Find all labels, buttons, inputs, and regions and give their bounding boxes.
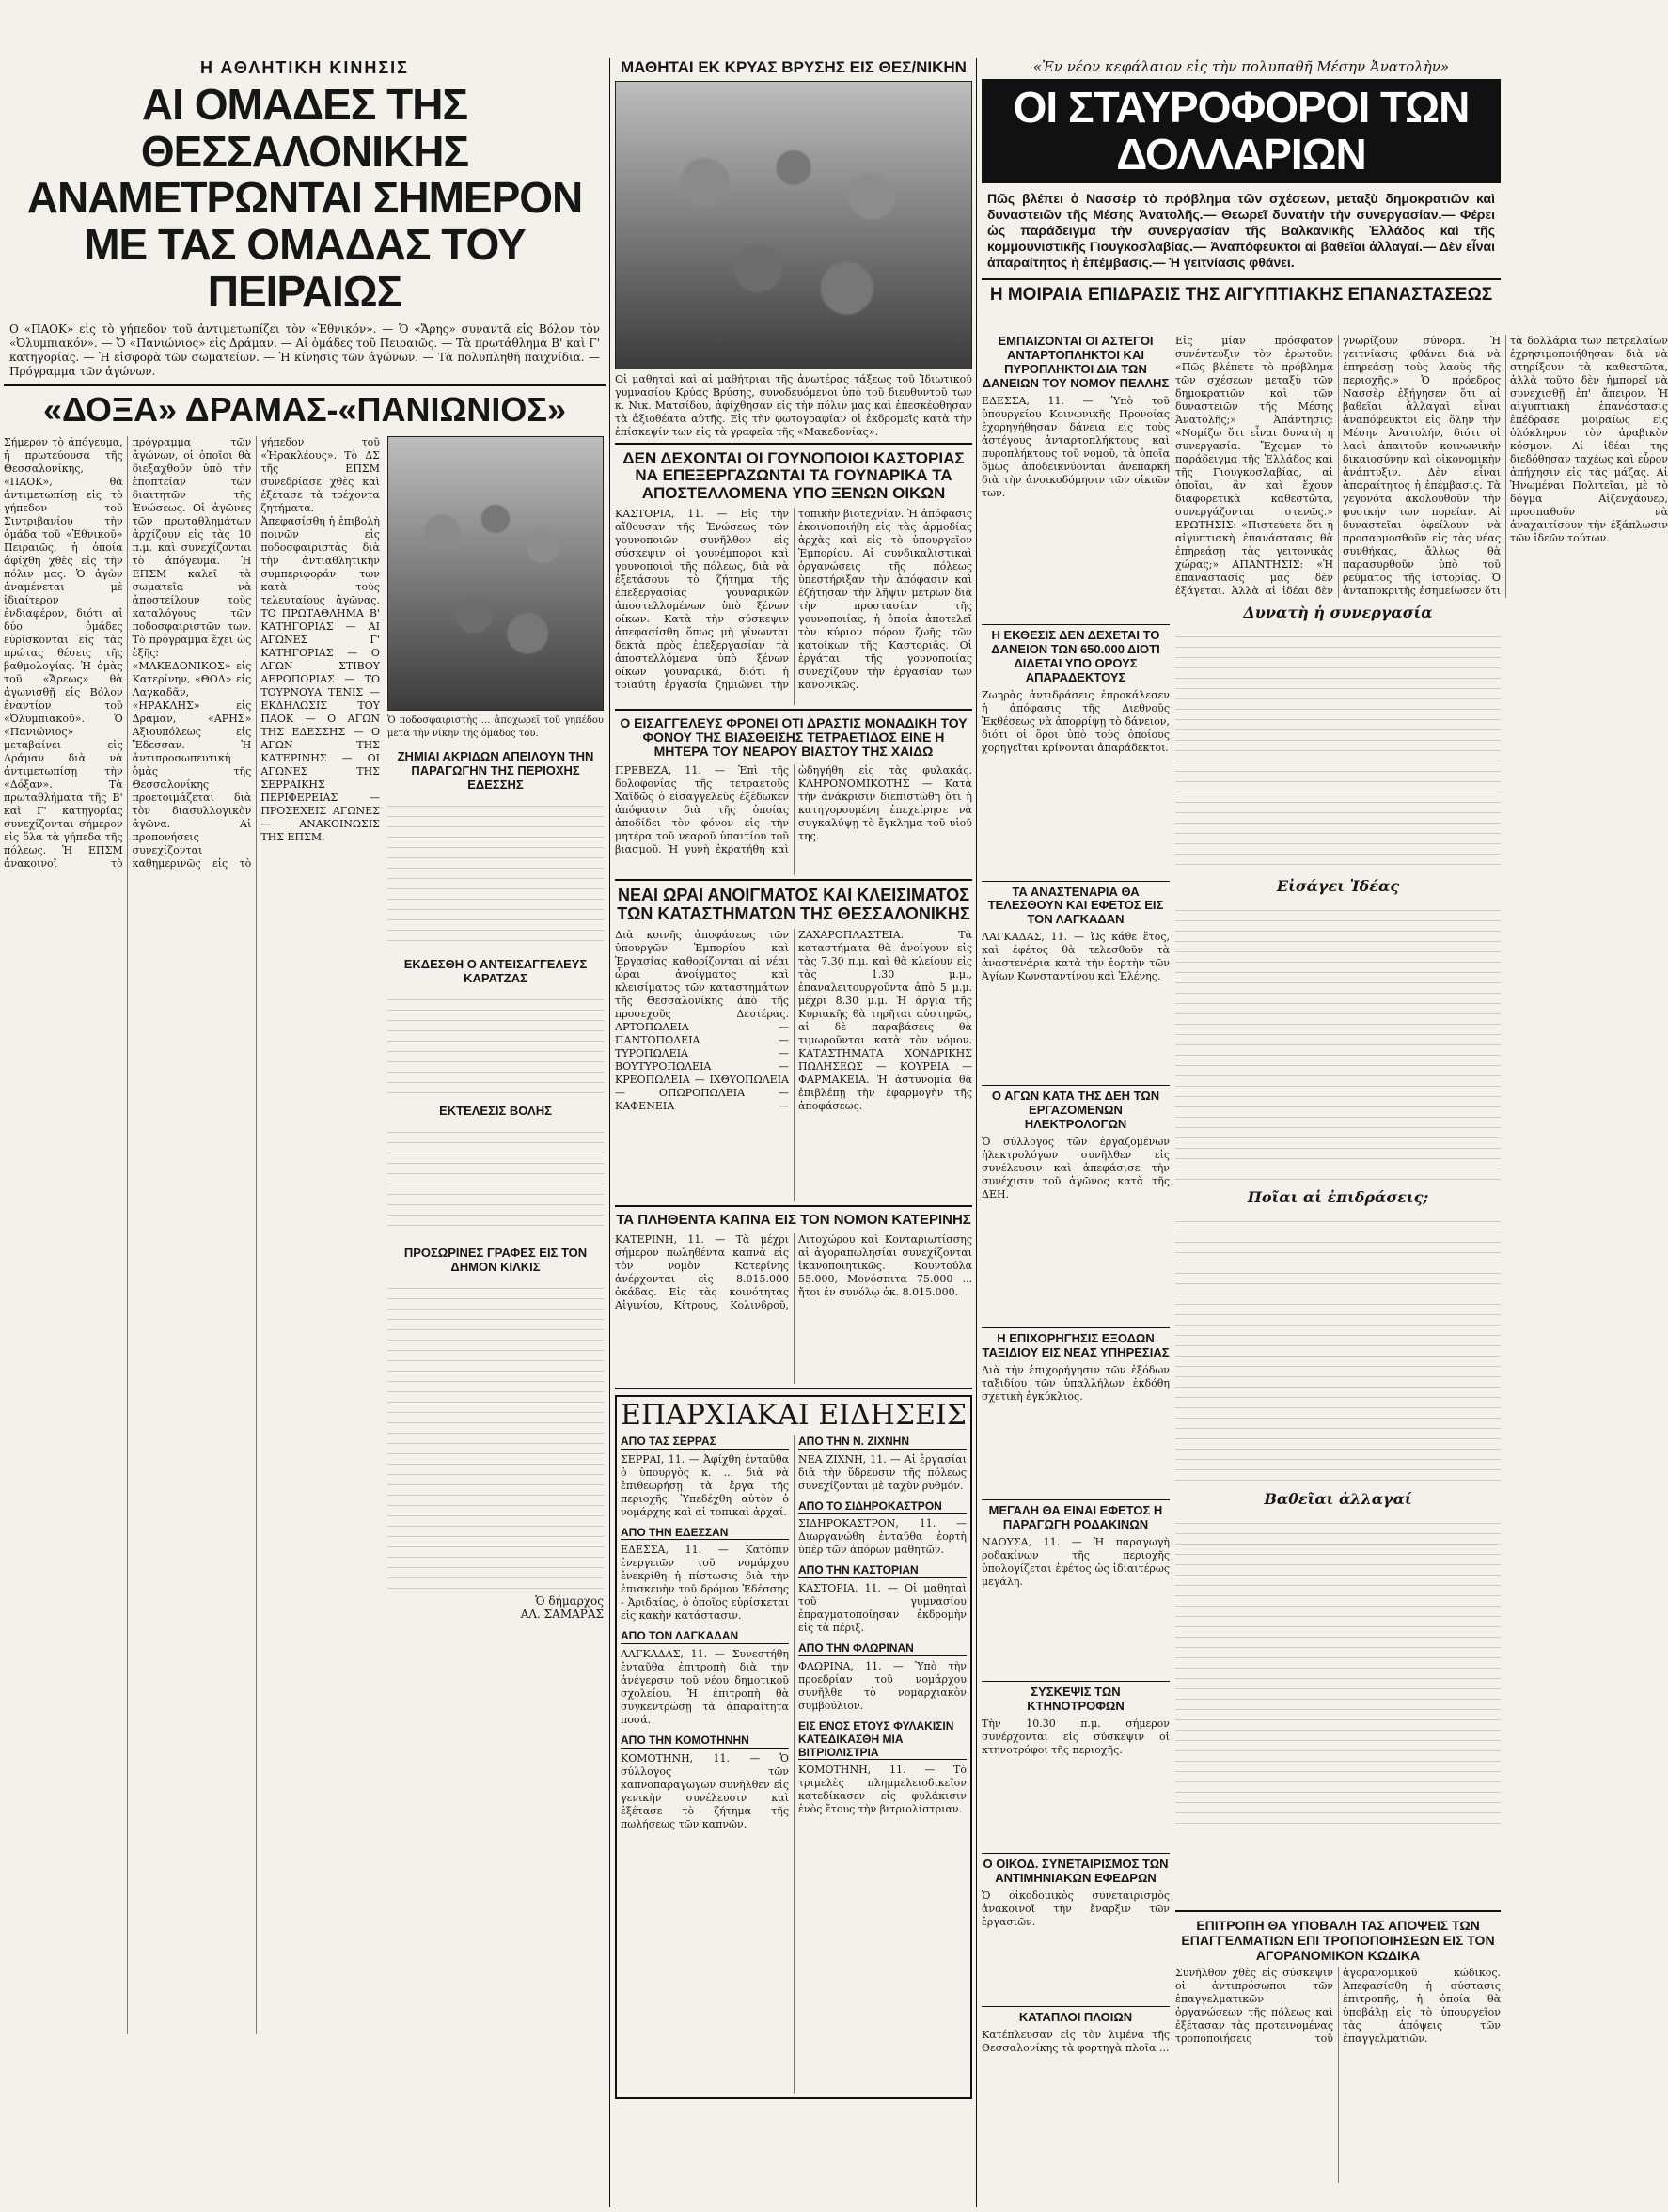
provincial-item — [621, 1527, 789, 1624]
news-strip — [982, 335, 1170, 2205]
dollars-kicker: «Ἐν νέον κεφάλαιον εἰς τὴν πολυπαθῆ Μέσην Ἀνατολὴν» — [1032, 58, 1450, 75]
mid-divider-1 — [982, 624, 1170, 625]
students-divider — [615, 443, 972, 445]
dollars-section-1: Δυνατὴ ἡ συνεργασία — [1243, 604, 1433, 621]
sports-section — [4, 58, 606, 2207]
provincial-item — [798, 1720, 967, 1816]
prosecutor-headline: Ο ΕΙΣΑΓΓΕΛΕΥΣ ΦΡΟΝΕΙ ΟΤΙ ΔΡΑΣΤΙΣ ΜΟΝΑΔΙΚΗ ΤΟΥ ΦΟΝΟΥ ΤΗΣ ΒΙΑΣΘΕΙΣΗΣ ΤΕΤΡΑΕΤΙΔΟΣ ΕΙΝΕ Η ΜΗΤΕΡΑ ΤΟΥ ΝΕΑΡΟΥ ΒΙΑΣΤΟΥ ΤΗΣ ΧΑΙΔΩ — [620, 715, 968, 760]
mid-divider-3 — [982, 1085, 1170, 1086]
mid-headline-5: Η ΕΠΙΧΟΡΗΓΗΣΙΣ ΕΞΟΔΩΝ ΤΑΞΙΔΙΟΥ ΕΙΣ ΝΕΑΣ ΥΠΗΡΕΣΙΑΣ — [982, 1331, 1170, 1360]
provincial-item-text: ΚΟΜΟΤΗΝΗ, 11. — Τὸ τριμελὲς πλημμελειοδικεῖον κατεδίκασεν εἰς φυλάκισιν ἑνὸς ἔτους τὴν βιτριολίστριαν. — [798, 1764, 967, 1816]
prosecutor-divider — [615, 879, 972, 881]
mid-body-5: Διὰ τὴν ἐπιχορήγησιν τῶν ἐξόδων ταξιδίου τῶν ὑπαλλήλων ἐκδόθη σχετικὴ ἐγκύκλιος. — [982, 1364, 1170, 1403]
dollars-section-4: Βαθεῖαι ἀλλαγαί — [1264, 1490, 1412, 1508]
dollars-filler-4 — [1175, 1514, 1501, 1824]
provincial-item — [798, 1500, 967, 1558]
katerini-divider — [615, 1388, 972, 1389]
provincial-item-title: ΕΙΣ ΕΝΟΣ ΕΤΟΥΣ ΦΥΛΑΚΙΣΙΝ ΚΑΤΕΔΙΚΑΣΘΗ ΜΙΑ ΒΙΤΡΙΟΛΙΣΤΡΙΑ — [798, 1720, 967, 1760]
provincial-item — [798, 1435, 967, 1493]
dollars-deck: Πῶς βλέπει ὁ Νασσὲρ τὸ πρόβλημα τῶν σχέσεων, μεταξὺ δημοκρατιῶν καὶ δυναστειῶν τῆς Μέσης Ἀνατολῆς.— Θεωρεῖ δυνατὴν τὴν συνεργασίαν.— Φέρει ὡς παράδειγμα τὴν συνεργασίαν τῆς Βαλκανικῆς Ἑλλάδος καὶ τῆς κομμουνιστικῆς Γιουγκοσλαβίας.— Ἀναπόφευκτοι αἱ βαθεῖαι ἀλλαγαί.— Δὲν εἶναι ἀπαραίτητος ἡ ἐπέμβασις.— Ἡ γειτνίασις φθάνει. — [987, 191, 1495, 271]
provincial-item-title: ΑΠΟ ΤΟΝ ΛΑΓΚΑΔΑΝ — [621, 1630, 789, 1644]
mid-body-3: ΛΑΓΚΑΔΑΣ, 11. — Ὡς κάθε ἔτος, καὶ ἐφέτος θὰ τελεσθοῦν τὰ ἀναστενάρια κατὰ τὴν ἑορτὴν τῶν Ἁγίων Κωνσταντίνου καὶ Ἑλένης. — [982, 931, 1170, 983]
provincial-item-text: ΝΕΑ ΖΙΧΝΗ, 11. — Αἱ ἐργασίαι διὰ τὴν ὕδρευσιν τῆς πόλεως συνεχίζονται μὲ ταχὺν ρυθμόν. — [798, 1452, 967, 1492]
dollars-filler-2 — [1175, 901, 1501, 1183]
mid-body-7: Τὴν 10.30 π.μ. σήμερον συνέρχονται εἰς σύσκεψιν οἱ κτηνοτρόφοι τῆς περιοχῆς. — [982, 1717, 1170, 1756]
provincial-item-title: ΑΠΟ ΤΟ ΣΙΔΗΡΟΚΑΣΤΡΟΝ — [798, 1500, 967, 1514]
mid-headline-9: ΚΑΤΑΠΛΟΙ ΠΛΟΙΩΝ — [1018, 2009, 1133, 2024]
hours-body: Διὰ κοινῆς ἀποφάσεως τῶν ὑπουργῶν Ἐμπορίου καὶ Ἐργασίας καθορίζονται αἱ νέαι ὧραι ἀνοίγματος καὶ κλεισίματος τῶν καταστημάτων τῆς Θεσσαλονίκης ἀπὸ τῆς προσεχοῦς Δευτέρας. ΑΡΤΟΠΩΛΕΙΑ — ΠΑΝΤΟΠΩΛΕΙΑ — ΤΥΡΟΠΩΛΕΙΑ — ΒΟΥΤΥΡΟΠΩΛΕΙΑ — ΚΡΕΟΠΩΛΕΙΑ — ΙΧΘΥΟΠΩΛΕΙΑ — ΟΠΩΡΟΠΩΛΕΙΑ — ΚΑΦΕΝΕΙΑ — ΖΑΧΑΡΟΠΛΑΣΤΕΙΑ. Τὰ καταστήματα θὰ ἀνοίγουν εἰς τὰς 7.30 π.μ. καὶ θὰ κλείουν εἰς τὰς 1.30 μ.μ., ἐπαναλειτουργοῦντα ἀπὸ 5 μ.μ. μέχρι 8.30 μ.μ. Ἡ ἀργία τῆς Κυριακῆς θὰ τηρῆται αὐστηρῶς, αἱ δὲ παραβάσεις θὰ τιμωροῦνται κατὰ τὸν νόμον. ΚΑΤΑΣΤΗΜΑΤΑ ΧΟΝΔΡΙΚΗΣ ΠΩΛΗΣΕΩΣ — ΚΟΥΡΕΙΑ — ΦΑΡΜΑΚΕΙΑ. Ἡ ἀστυνομία θὰ ἐπιβλέπῃ τὴν ἐφαρμογὴν τῆς ἀποφάσεως. — [615, 929, 972, 1113]
mid-headline-7: ΣΥΣΚΕΨΙΣ ΤΩΝ ΚΤΗΝΟΤΡΟΦΩΝ — [1027, 1684, 1125, 1713]
provincial-item-text: ΛΑΓΚΑΔΑΣ, 11. — Συνεστήθη ἐνταῦθα ἐπιτροπὴ διὰ τὴν ἀνέγερσιν τοῦ νέου δημοτικοῦ σχολείου. Ἡ ἐπιτροπὴ θὰ συγκεντρώσῃ τὰ ἀπαραίτητα ποσά. — [621, 1648, 789, 1727]
mid-divider-8 — [982, 2006, 1170, 2007]
mid-body-4: Ὁ σύλλογος τῶν ἐργαζομένων ἠλεκτρολόγων συνῆλθεν εἰς συνέλευσιν καὶ ἀπεφάσισε τὴν συνέχισιν τοῦ ἀγῶνος κατὰ τῆς ΔΕΗ. — [982, 1136, 1170, 1201]
mid-divider-7 — [982, 1853, 1170, 1854]
dollars-article — [1175, 335, 1668, 1905]
mid-headline-4: Ο ΑΓΩΝ ΚΑΤΑ ΤΗΣ ΔΕΗ ΤΩΝ ΕΡΓΑΖΟΜΕΝΩΝ ΗΛΕΚΤΡΟΛΟΓΩΝ — [991, 1089, 1160, 1132]
mid-headline-8: Ο ΟΙΚΟΔ. ΣΥΝΕΤΑΙΡΙΣΜΟΣ ΤΩΝ ΑΝΤΙΜΗΝΙΑΚΩΝ ΕΦΕΔΡΩΝ — [983, 1856, 1169, 1885]
provincial-item-title: ΑΠΟ ΤΗΝ ΚΑΣΤΟΡΙΑΝ — [798, 1564, 967, 1578]
provincial-box — [615, 1395, 972, 2098]
column-rule-1 — [609, 58, 610, 2207]
side-firing-text — [387, 1122, 604, 1235]
kastoria-divider — [615, 709, 972, 711]
provincial-item — [798, 1642, 967, 1713]
students-photo — [615, 81, 972, 369]
sports-divider — [4, 384, 606, 386]
signature: Ὁ δήμαρχος ΑΛ. ΣΑΜΑΡΑΣ — [520, 1593, 604, 1621]
dollars-section-2: Εἰσάγει Ἰδέας — [1276, 877, 1400, 895]
provincial-item-title: ΑΠΟ ΤΗΝ ΕΔΕΣΣΑΝ — [621, 1527, 789, 1541]
provincial-item-title: ΑΠΟ ΤΗΝ ΦΛΩΡΙΝΑΝ — [798, 1642, 967, 1656]
provincial-item — [621, 1435, 789, 1519]
sports-kicker: Η ΑΘΛΗΤΙΚΗ ΚΙΝΗΣΙΣ — [200, 58, 409, 77]
students-photo-title: ΜΑΘΗΤΑΙ ΕΚ ΚΡΥΑΣ ΒΡΥΣΗΣ ΕΙΣ ΘΕΣ/ΝΙΚΗΝ — [621, 58, 967, 76]
column-rule-2 — [976, 58, 977, 2207]
provincial-item-text: ΣΕΡΡΑΙ, 11. — Ἀφίχθη ἐνταῦθα ὁ ὑπουργὸς κ. ... διὰ νὰ ἐπιθεωρήσῃ τὰ ἔργα τῆς περιοχῆς. Ὑπεδέχθη αὐτὸν ὁ νομάρχης καὶ αἱ τοπικαὶ ἀρχαί. — [621, 1452, 789, 1518]
provincial-item — [621, 1734, 789, 1831]
dollars-filler-1 — [1175, 627, 1501, 871]
kastoria-body: ΚΑΣΤΟΡΙΑ, 11. — Εἰς τὴν αἴθουσαν τῆς Ἑνώσεως τῶν γουνοποιῶν συνῆλθον εἰς σύσκεψιν οἱ γουνέμποροι καὶ γουνοποιοὶ τῆς πόλεως, διὰ νὰ ἐξετάσουν τὸ ζήτημα τῆς ἐπεξεργασίας γουναρικῶν ἀποστελλομένων ὑπὸ ξένων οἴκων. Κατὰ τὴν σύσκεψιν ἀπεφασίσθη ὅπως μὴ γίνωνται δεκτὰ πρὸς ἐπεξεργασίαν τὰ ἀποστελλόμενα ὑπὸ ξένων οἴκων γουναρικά, διότι ἡ τοιαύτη ἐργασία ζημιώνει τὴν τοπικὴν βιοτεχνίαν. Ἡ ἀπόφασις ἐκοινοποιήθη εἰς τὰς ἁρμοδίας ἀρχὰς καὶ εἰς τὸ ὑπουργεῖον Ἐμπορίου. Αἱ συνδικαλιστικαὶ ὀργανώσεις τῆς πόλεως ὑπεστήριξαν τὴν ἀπόφασιν καὶ ἐζήτησαν τὴν λῆψιν μέτρων διὰ τὴν προστασίαν τῆς γουνοποιίας, ἡ ὁποία ἀποτελεῖ τὸν κύριον πόρον ζωῆς τῶν κατοίκων τῆς Καστοριᾶς. Οἱ ἐργάται τῆς γουνοποιίας συνεχίζουν τὴν ἐργασίαν των κανονικῶς. — [615, 508, 972, 692]
dollars-subhead: Η ΜΟΙΡΑΙΑ ΕΠΙΔΡΑΣΙΣ ΤΗΣ ΑΙΓΥΠΤΙΑΚΗΣ ΕΠΑΝΑΣΤΑΣΕΩΣ — [989, 285, 1493, 306]
kastoria-headline: ΔΕΝ ΔΕΧΟΝΤΑΙ ΟΙ ΓΟΥΝΟΠΟΙΟΙ ΚΑΣΤΟΡΙΑΣ ΝΑ ΕΠΕΞΕΡΓΑΖΩΝΤΑΙ ΤΑ ΓΟΥΝΑΡΙΚΑ ΤΑ ΑΠΟΣΤΕΛΛΟΜΕΝΑ ΥΠΟ ΞΕΝΩΝ ΟΙΚΩΝ — [622, 449, 965, 502]
mid-headline-2: Η ΕΚΘΕΣΙΣ ΔΕΝ ΔΕΧΕΤΑΙ ΤΟ ΔΑΝΕΙΟΝ ΤΩΝ 650.000 ΔΙΟΤΙ ΔΙΔΕΤΑΙ ΥΠΟ ΟΡΟΥΣ ΑΠΑΡΑΔΕΚΤΟΥΣ — [991, 627, 1160, 684]
dollars-top — [982, 58, 1501, 331]
mid-body-6: ΝΑΟΥΣΑ, 11. — Ἡ παραγωγὴ ροδακίνων τῆς περιοχῆς ὑπολογίζεται ἐφέτος ὡς ἰδιαιτέρως μεγάλη. — [982, 1535, 1170, 1588]
mid-divider-5 — [982, 1499, 1170, 1500]
mid-body-8: Ὁ οἰκοδομικὸς συνεταιρισμὸς ἀνακοινοῖ τὴν ἔναρξιν τῶν ἐργασιῶν. — [982, 1889, 1170, 1928]
sports-body-text: Σήμερον τὸ ἀπόγευμα, ἡ πρωτεύουσα τῆς Θεσσαλονίκης, «ΠΑΟΚ», θὰ ἀντιμετωπίσῃ εἰς τὸ γήπεδον τοῦ Σιντριβανίου τὴν ὁμάδα τοῦ «Ἐθνικοῦ» Πειραιῶς, ἡ ὁποία ἀφίχθη χθὲς εἰς τὴν πόλιν μας. Ὁ ἀγὼν ἀναμένεται μὲ ἰδιαίτερον ἐνδιαφέρον, διότι αἱ δύο ὁμάδες εὑρίσκονται εἰς τὰς πρώτας θέσεις τῆς βαθμολογίας. Ἡ ὁμὰς τοῦ «Ἄρεως» θὰ ἀγωνισθῇ εἰς Βόλον ἐναντίον τοῦ «Ὀλυμπιακοῦ». Ὁ «Πανιώνιος» μεταβαίνει εἰς Δράμαν διὰ νὰ ἀντιμετωπίσῃ τὴν «Δόξαν». Τὰ πρωταθλήματα τῆς Β' καὶ Γ' κατηγορίας συνεχίζονται σήμερον εἰς ὅλα τὰ γήπεδα τῆς πόλεως. Ἡ ΕΠΣΜ ἀνακοινοῖ τὸ πρόγραμμα τῶν ἀγώνων, οἱ ὁποῖοι θὰ διεξαχθοῦν ὑπὸ τὴν ἐποπτείαν τῶν διαιτητῶν τῆς Ἐνώσεως. Οἱ ἀγῶνες τῶν πρωταθλημάτων ἀρχίζουν εἰς τὰς 10 π.μ. καὶ συνεχίζονται τὸ ἀπόγευμα. Ἡ ΕΠΣΜ καλεῖ τὰ σωματεῖα νὰ ἀποστείλουν τοὺς καταλόγους τῶν ποδοσφαιριστῶν των. Τὸ πρόγραμμα ἔχει ὡς ἑξῆς: «ΜΑΚΕΔΟΝΙΚΟΣ» εἰς Κατερίνην, «ΘΟΔ» εἰς Λαγκαδᾶν, «ΗΡΑΚΛΗΣ» εἰς Δράμαν, «ΑΡΗΣ» Αξιουπόλεως εἰς Ἔδεσσαν. Ἡ ἀντιπροσωπευτικὴ ὁμὰς τῆς Θεσσαλονίκης προετοιμάζεται διὰ τὸν διασυλλογικὸν ἀγῶνα. Αἱ προπονήσεις συνεχίζονται καθημερινῶς εἰς τὸ γήπεδον τοῦ «Ἡρακλέους». Τὸ ΔΣ τῆς ΕΠΣΜ συνεδρίασε χθὲς καὶ ἐξέτασε τὰ τρέχοντα ζητήματα. Ἀπεφασίσθη ἡ ἐπιβολὴ ποινῶν εἰς ποδοσφαιριστὰς διὰ τὴν ἀντιαθλητικὴν συμπεριφοράν των κατὰ τοὺς τελευταίους ἀγῶνας. ΤΟ ΠΡΩΤΑΘΛΗΜΑ Β' ΚΑΤΗΓΟΡΙΑΣ — ΑΙ ΑΓΩΝΕΣ Γ' ΚΑΤΗΓΟΡΙΑΣ — Ο ΑΓΩΝ ΣΤΙΒΟΥ ΑΕΡΟΠΟΡΙΑΣ — ΤΟ ΤΟΥΡΝΟΥΑ ΤΕΝΙΣ — ΕΚΔΗΛΩΣΙΣ ΤΟΥ ΠΑΟΚ — Ο ΑΓΩΝ ΤΗΣ ΕΔΕΣΣΗΣ — Ο ΑΓΩΝ ΤΗΣ ΚΑΤΕΡΙΝΗΣ — ΟΙ ΑΓΩΝΕΣ ΤΗΣ ΣΕΡΡΑΙΚΗΣ ΠΕΡΙΦΕΡΕΙΑΣ — ΠΡΟΣΕΧΕΙΣ ΑΓΩΝΕΣ — ΑΝΑΚΟΙΝΩΣΙΣ ΤΗΣ ΕΠΣΜ. — [4, 436, 380, 871]
katerini-headline: ΤΑ ΠΛΗΘΕΝΤΑ ΚΑΠΝΑ ΕΙΣ ΤΟΝ ΝΟΜΟΝ ΚΑΤΕΡΙΝΗΣ — [616, 1212, 971, 1229]
mid-headline-3: ΤΑ ΑΝΑΣΤΕΝΑΡΙΑ ΘΑ ΤΕΛΕΣΘΟΥΝ ΚΑΙ ΕΦΕΤΟΣ ΕΙΣ ΤΟΝ ΛΑΓΚΑΔΑΝ — [987, 884, 1164, 927]
side-headline-prosecutor: ΕΚΔΕΣΘΗ Ο ΑΝΤΕΙΣΑΓΓΕΛΕΥΣ ΚΑΡΑΤΖΑΣ — [403, 957, 588, 985]
middle-section — [615, 58, 972, 2207]
market-code-box — [1175, 1910, 1501, 2205]
sports-photo — [387, 436, 604, 711]
mid-body-1: ΕΔΕΣΣΑ, 11. — Ὑπὸ τοῦ ὑπουργείου Κοινωνικῆς Προνοίας ἐχορηγήθησαν δάνεια εἰς τοὺς ἀστέγους ἀνταρτοπλήκτους καὶ πυροπλήκτους τοῦ νομοῦ, τὰ ὁποῖα ὅμως ἀποδεικνύονται ἀνεπαρκῆ διὰ τὴν ἀνοικοδόμησιν τῶν οἰκιῶν των. — [982, 394, 1170, 499]
side-locusts-text — [387, 796, 604, 947]
dollars-headline-bar — [982, 79, 1501, 183]
hours-headline: ΝΕΑΙ ΩΡΑΙ ΑΝΟΙΓΜΑΤΟΣ ΚΑΙ ΚΛΕΙΣΙΜΑΤΟΣ ΤΩΝ ΚΑΤΑΣΤΗΜΑΤΩΝ ΤΗΣ ΘΕΣΣΑΛΟΝΙΚΗΣ — [617, 886, 970, 923]
provincial-item — [798, 1564, 967, 1635]
provincial-item-text: ΕΔΕΣΣΑ, 11. — Κατόπιν ἐνεργειῶν τοῦ νομάρχου ἐνεκρίθη ἡ πίστωσις διὰ τὴν ἐπισκευὴν τοῦ δρόμου Ἐδέσσης - Ἀριδαίας, ὁ ὁποῖος εὑρίσκεται εἰς κακὴν κατάστασιν. — [621, 1544, 789, 1623]
sports-photo-caption: Ὁ ποδοσφαιριστὴς ... ἀποχωρεῖ τοῦ γηπέδου μετὰ τὴν νίκην τῆς ὁμάδος του. — [387, 715, 604, 740]
sports-intro: Ο «ΠΑΟΚ» εἰς τὸ γήπεδον τοῦ ἀντιμετωπίζει τὸν «Ἐθνικόν». — Ὁ «Ἄρης» συναντᾶ εἰς Βόλον τὸν «Ὀλυμπιακόν». — Ὁ «Πανιώνιος» εἰς Δράμαν. — Αἱ ὁμάδες τοῦ Πειραιῶς. — Τὰ πρωτάθλημα Β' καὶ Γ' κατηγορίας. — Ἡ εἰσφορὰ τῶν σωματείων. — Ἡ κίνησις τῶν ἀγώνων. — Τὰ πολυπληθῆ παιχνίδια. — Πρόγραμμα τῶν ἀγώνων. — [9, 322, 600, 379]
provincial-item-text: ΣΙΔΗΡΟΚΑΣΤΡΟΝ, 11. — Διωργανώθη ἐνταῦθα ἑορτὴ ὑπὲρ τῶν ἀπόρων μαθητῶν. — [798, 1517, 967, 1557]
market-code-headline: ΕΠΙΤΡΟΠΗ ΘΑ ΥΠΟΒΑΛΗ ΤΑΣ ΑΠΟΨΕΙΣ ΤΩΝ ΕΠΑΓΓΕΛΜΑΤΙΩΝ ΕΠΙ ΤΡΟΠΟΠΟΙΗΣΕΩΝ ΕΙΣ ΤΟΝ ΑΓΟΡΑΝΟΜΙΚΟΝ ΚΩΔΙΚΑ — [1181, 1918, 1495, 1964]
sports-sidebar — [387, 436, 604, 2034]
sports-headline: ΑΙ ΟΜΑΔΕΣ ΤΗΣ ΘΕΣΣΑΛΟΝΙΚΗΣ ΑΝΑΜΕΤΡΩΝΤΑΙ ΣΗΜΕΡΟΝ ΜΕ ΤΑΣ ΟΜΑΔΑΣ ΤΟΥ ΠΕΙΡΑΙΩΣ — [26, 80, 583, 316]
dollars-headline: ΟΙ ΣΤΑΥΡΟΦΟΡΟΙ ΤΩΝ ΔΟΛΛΑΡΙΩΝ — [1013, 83, 1470, 179]
provincial-headline: ΕΠΑΡΧΙΑΚΑΙ ΕΙΔΗΣΕΙΣ — [621, 1399, 967, 1433]
mid-headline-1: ΕΜΠΑΙΖΟΝΤΑΙ ΟΙ ΑΣΤΕΓΟΙ ΑΝΤΑΡΤΟΠΛΗΚΤΟΙ ΚΑΙ ΠΥΡΟΠΛΗΚΤΟΙ ΔΙΑ ΤΩΝ ΔΑΝΕΙΩΝ ΤΟΥ ΝΟΜΟΥ ΠΕΛΛΗΣ — [982, 334, 1170, 390]
mid-headline-6: ΜΕΓΑΛΗ ΘΑ ΕΙΝΑΙ ΕΦΕΤΟΣ Η ΠΑΡΑΓΩΓΗ ΡΟΔΑΚΙΝΩΝ — [988, 1503, 1163, 1531]
provincial-item-title: ΑΠΟ ΤΗΝ ΚΟΜΟΤΗΝΗΝ — [621, 1734, 789, 1749]
market-code-body: Συνῆλθον χθὲς εἰς σύσκεψιν οἱ ἀντιπρόσωποι τῶν ἐπαγγελματικῶν ὀργανώσεων τῆς πόλεως καὶ ἐξέτασαν τὰς προτεινομένας τροποποιήσεις τοῦ ἀγορανομικοῦ κώδικος. Ἀπεφασίσθη ἡ σύστασις ἐπιτροπῆς, ἡ ὁποία θὰ ὑποβάλῃ εἰς τὸ ὑπουργεῖον τὰς ἀπόψεις τῶν ἐπαγγελματιῶν. — [1175, 1967, 1501, 2046]
mid-body-2: Ζωηρὰς ἀντιδράσεις ἐπροκάλεσεν ἡ ἀπόφασις τῆς Διεθνοῦς Ἐκθέσεως νὰ ἀπορρίψῃ τὸ δάνειον, διότι οἱ ὅροι ὑπὸ τοὺς ὁποίους χορηγεῖται κρίνονται ἀπαράδεκτοι. — [982, 688, 1170, 754]
side-headline-kilkis: ΠΡΟΣΩΡΙΝΕΣ ΓΡΑΦΕΣ ΕΙΣ ΤΟΝ ΔΗΜΟΝ ΚΙΛΚΙΣ — [403, 1245, 588, 1274]
side-headline-locusts: ΖΗΜΙΑΙ ΑΚΡΙΔΩΝ ΑΠΕΙΛΟΥΝ ΤΗΝ ΠΑΡΑΓΩΓΗΝ ΤΗΣ ΠΕΡΙΟΧΗΣ ΕΔΕΣΣΗΣ — [397, 749, 594, 792]
dollars-section-3: Ποῖαι αἱ ἐπιδράσεις; — [1247, 1188, 1429, 1206]
side-kilkis-text — [387, 1279, 604, 1589]
mid-divider-6 — [982, 1681, 1170, 1682]
mid-divider-4 — [982, 1327, 1170, 1328]
mid-divider-2 — [982, 881, 1170, 882]
dollars-body-1: Εἰς μίαν πρόσφατον συνέντευξιν τὸν ἐρωτοῦν: «Πῶς βλέπετε τὸ πρόβλημα τῶν σχέσεων μεταξὺ τῶν δημοκρατιῶν καὶ τῶν δυναστειῶν τῆς Μέσης Ἀνατολῆς;» Ἀπάντησις: «Νομίζω ὅτι εἶναι δυνατὴ ἡ συνεργασία. Ἔχομεν τὸ παράδειγμα τῆς Ἑλλάδος καὶ τῆς Γιουγκοσλαβίας, αἱ ὁποῖαι, ἂν καὶ ἔχουν διαφορετικὰ καθεστῶτα, συνεργάζονται στενῶς.» ΕΡΩΤΗΣΙΣ: «Πιστεύετε ὅτι ἡ αἰγυπτιακὴ ἐπανάστασις θὰ ἐπηρεάσῃ τὰς γειτονικὰς χώρας;» ΑΠΑΝΤΗΣΙΣ: «Ἡ ἐπανάστασίς μας δὲν ἐξάγεται. Ἀλλὰ αἱ ἰδέαι δὲν γνωρίζουν σύνορα. Ἡ γειτνίασις φθάνει διὰ νὰ ἐπηρεάσῃ τοὺς λαοὺς τῆς περιοχῆς.» Ὁ πρόεδρος Νασσὲρ ἐξήγησεν ὅτι αἱ βαθεῖαι ἀλλαγαὶ εἶναι ἀναπόφευκτοι εἰς ὅλην τὴν Μέσην Ἀνατολήν, διότι οἱ λαοὶ ἀπαιτοῦν κοινωνικὴν δικαιοσύνην καὶ οἰκονομικὴν ἀνάπτυξιν. Δὲν εἶναι ἀπαραίτητος ἡ ἐπέμβασις. Τὰ γεγονότα ἀκολουθοῦν τὴν φυσικήν των πορείαν. Αἱ δυναστεῖαι ὀφείλουν νὰ προσαρμοσθοῦν εἰς τὰς νέας συνθήκας, ἄλλως θὰ παρασυρθοῦν ὑπὸ τοῦ ρεύματος τῆς ἱστορίας. Ὁ ἀνταποκριτὴς ἐσημείωσεν ὅτι τὰ δολλάρια τῶν πετρελαίων ἐχρησιμοποιήθησαν διὰ νὰ στηρίξουν τὰ καθεστῶτα, ἀλλὰ τοῦτο δὲν ἠμπορεῖ νὰ συνεχισθῇ ἐπ' ἄπειρον. Ἡ αἰγυπτιακὴ ἐπανάστασις ἐπέδρασε μοιραίως εἰς ὁλόκληρον τὸν ἀραβικὸν κόσμον. Αἱ ἰδέαι της διεδόθησαν ταχέως καὶ εὗρον ἀπήχησιν εἰς τὰς μάζας. Αἱ Ἡνωμέναι Πολιτεῖαι, μὲ τὸ δόγμα Αἰζενχάουερ, προσπαθοῦν νὰ ἀναχαιτίσουν τὴν ἐξάπλωσιν τῶν ἰδεῶν τούτων. — [1175, 335, 1668, 597]
mid-body-9: Κατέπλευσαν εἰς τὸν λιμένα τῆς Θεσσαλονίκης τὰ φορτηγὰ πλοῖα ... — [982, 2028, 1170, 2054]
katerini-body: ΚΑΤΕΡΙΝΗ, 11. — Τὰ μέχρι σήμερον πωληθέντα καπνὰ εἰς τὸν νομὸν Κατερίνης ἀνέρχονται εἰς 8.015.000 ὀκάδας. Εἰς τὰς κοινότητας Αἰγινίου, Κίτρους, Κολινδροῦ, Λιτοχώρου καὶ Κονταριωτίσσης αἱ ἀγοραπωλησίαι συνεχίζονται ἱκανοποιητικῶς. Κουντούλα 55.000, Μονόσπιτα 75.000 ... ἤτοι ἐν συνόλῳ ὀκ. 8.015.000. — [615, 1233, 972, 1312]
sports-columns — [4, 436, 606, 2034]
provincial-item-title: ΑΠΟ ΤΑΣ ΣΕΡΡΑΣ — [621, 1435, 789, 1450]
provincial-item — [621, 1630, 789, 1727]
provincial-item-text: ΚΟΜΟΤΗΝΗ, 11. — Ὁ σύλλογος τῶν καπνοπαραγωγῶν συνῆλθεν εἰς γενικὴν συνέλευσιν καὶ ἐξέτασε τὸ ζήτημα τῆς πωλήσεως τῶν καπνῶν. — [621, 1752, 789, 1831]
provincial-item-text: ΚΑΣΤΟΡΙΑ, 11. — Οἱ μαθηταὶ τοῦ γυμνασίου ἐπραγματοποίησαν ἐκδρομὴν εἰς τὰ πέριξ. — [798, 1582, 967, 1635]
side-headline-firing: ΕΚΤΕΛΕΣΙΣ ΒΟΛΗΣ — [439, 1103, 552, 1118]
dollars-rule — [982, 278, 1501, 280]
dollars-filler-3 — [1175, 1212, 1501, 1484]
hours-divider — [615, 1205, 972, 1207]
provincial-list — [621, 1435, 967, 2094]
prosecutor-body: ΠΡΕΒΕΖΑ, 11. — Ἐπὶ τῆς δολοφονίας τῆς τετραετοῦς Χαϊδῶς ὁ εἰσαγγελεὺς ἐξέδωκεν ἀπόφασιν διὰ τῆς ὁποίας ἀποδίδει τὸν φόνον εἰς τὴν μητέρα τοῦ νεαροῦ ὑπαιτίου τοῦ βιασμοῦ. Ἡ γυνὴ ἐκρατήθη καὶ ὡδηγήθη εἰς τὰς φυλακάς. ΚΛΗΡΟΝΟΜΙΚΟΤΗΣ — Κατὰ τὴν ἀνάκρισιν διεπιστώθη ὅτι ἡ κατηγορουμένη ἐπεχείρησε νὰ συγκαλύψῃ τὸ ἔγκλημα τοῦ υἱοῦ της. — [615, 764, 972, 856]
provincial-item-text: ΦΛΩΡΙΝΑ, 11. — Ὑπὸ τὴν προεδρίαν τοῦ νομάρχου συνῆλθε τὸ νομαρχιακὸν συμβούλιον. — [798, 1660, 967, 1713]
students-caption: Οἱ μαθηταὶ καὶ αἱ μαθήτριαι τῆς ἀνωτέρας τάξεως τοῦ Ἰδιωτικοῦ γυμνασίου Κρύας Βρύσης, συνοδευόμενοι ὑπὸ τοῦ διευθυντοῦ των κ. Νικ. Ματσίδου, ἀφίχθησαν εἰς τὴν πόλιν μας καὶ ἐπεσκέφθησαν τὰ ἀξιοθέατα αὐτῆς. Εἰς τὴν φωτογραφίαν οἱ ἐκδρομεῖς κατὰ τὴν ἐπίσκεψίν των εἰς τὰ γραφεῖα τῆς «Μακεδονίας». — [615, 373, 972, 438]
provincial-item-title: ΑΠΟ ΤΗΝ Ν. ΖΙΧΝΗΝ — [798, 1435, 967, 1450]
side-prosecutor-text — [387, 990, 604, 1093]
sports-match-headline: «ΔΟΞΑ» ΔΡΑΜΑΣ-«ΠΑΝΙΩΝΙΟΣ» — [42, 390, 567, 430]
